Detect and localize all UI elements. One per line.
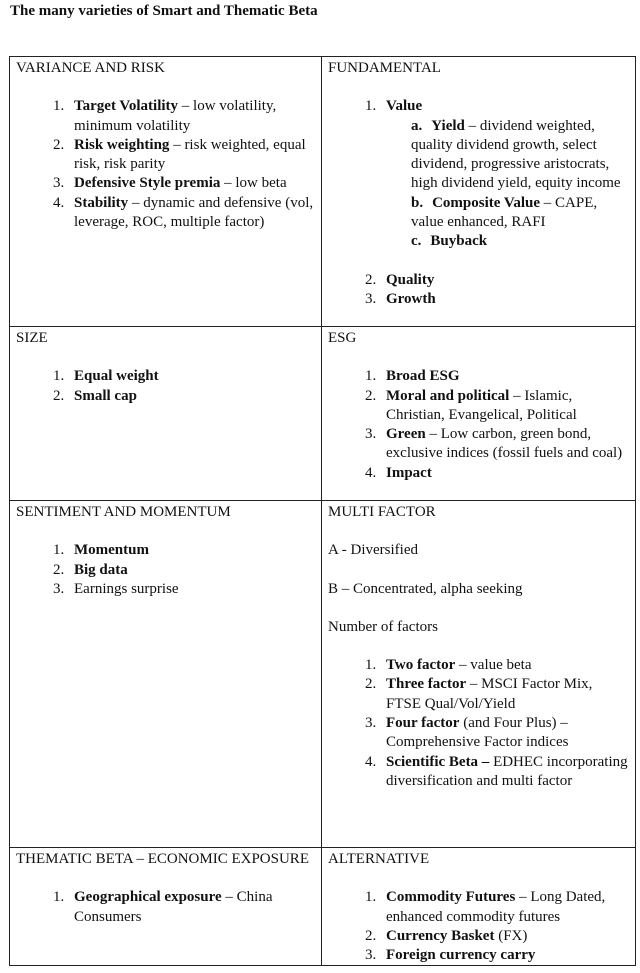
variance-risk-cell bbox=[10, 57, 322, 327]
list-item: 4. Scientific Beta – EDHEC incorporating diversification and multi factor bbox=[380, 753, 629, 792]
diversified-line: A - Diversified bbox=[328, 542, 418, 559]
cell-header: ESG bbox=[328, 330, 357, 346]
sentiment-list bbox=[16, 541, 315, 599]
table-row bbox=[10, 57, 636, 327]
table-row bbox=[10, 848, 636, 966]
list-item: 1. Equal weight bbox=[68, 367, 315, 386]
esg-cell bbox=[322, 327, 636, 501]
sub-item: c. Buyback bbox=[411, 233, 488, 250]
list-item: 3. Foreign currency carry bbox=[380, 946, 629, 965]
list-item: 1. Two factor – value beta bbox=[380, 656, 629, 675]
list-item: 3. Earnings surprise bbox=[68, 580, 315, 599]
value-sublist bbox=[386, 117, 629, 252]
thematic-list bbox=[16, 888, 315, 927]
fundamental-cell bbox=[322, 57, 636, 327]
cell-header: SIZE bbox=[16, 330, 48, 346]
sentiment-cell bbox=[10, 501, 322, 848]
alternative-cell bbox=[322, 848, 636, 966]
sub-item: b. Composite Value – CAPE, value enhanced, RAFI bbox=[411, 194, 598, 231]
cell-header: ALTERNATIVE bbox=[328, 851, 430, 867]
list-item: 1. Target Volatility – low volatility, minimum volatility bbox=[68, 97, 315, 136]
list-item: 3. Defensive Style premia – low beta bbox=[68, 174, 315, 193]
list-item: 2. Three factor – MSCI Factor Mix, FTSE Qual/Vol/Yield bbox=[380, 675, 629, 714]
list-item: 4. Stability – dynamic and defensive (vol, leverage, ROC, multiple factor) bbox=[68, 194, 315, 233]
fundamental-list bbox=[328, 97, 629, 309]
variance-list bbox=[16, 97, 315, 232]
thematic-cell bbox=[10, 848, 322, 966]
list-item: 2. Currency Basket (FX) bbox=[380, 927, 629, 946]
size-list bbox=[16, 367, 315, 406]
list-item: 1. Value a. Yield – dividend weighted, quality dividend growth, select dividend, progressive aristocrats, high dividend yield, equity income b. Composite Value – CAPE, value enhanced, RAFI c. Buyback bbox=[380, 97, 629, 270]
sub-item: a. Yield – dividend weighted, quality dividend growth, select dividend, progressive aristocrats, high dividend yield, equity income bbox=[411, 117, 621, 192]
cell-header: MULTI FACTOR bbox=[328, 504, 436, 520]
cell-header: THEMATIC BETA – ECONOMIC EXPOSURE bbox=[16, 851, 309, 867]
table-row bbox=[10, 327, 636, 501]
esg-list bbox=[328, 367, 629, 483]
beta-varieties-table bbox=[9, 56, 636, 966]
concentrated-line: B – Concentrated, alpha seeking bbox=[328, 580, 523, 597]
list-item: 2. Moral and political – Islamic, Christian, Evangelical, Political bbox=[380, 387, 629, 426]
list-item: 1. Momentum bbox=[68, 541, 315, 560]
list-item: 3. Four factor (and Four Plus) – Comprehensive Factor indices bbox=[380, 714, 629, 753]
table-row bbox=[10, 501, 636, 848]
list-item: 2. Quality bbox=[380, 271, 629, 290]
number-of-factors-line: Number of factors bbox=[328, 618, 438, 635]
list-item: 2. Big data bbox=[68, 561, 315, 580]
document-title: The many varieties of Smart and Thematic Beta bbox=[10, 3, 318, 19]
list-item: 2. Risk weighting – risk weighted, equal risk, risk parity bbox=[68, 136, 315, 175]
cell-header: VARIANCE AND RISK bbox=[16, 60, 165, 76]
list-item: 3. Green – Low carbon, green bond, exclusive indices (fossil fuels and coal) bbox=[380, 425, 629, 464]
list-item: 1. Broad ESG bbox=[380, 367, 629, 386]
list-item: 2. Small cap bbox=[68, 387, 315, 406]
size-cell bbox=[10, 327, 322, 501]
multi-factor-cell bbox=[322, 501, 636, 848]
list-item: 1. Commodity Futures – Long Dated, enhanced commodity futures bbox=[380, 888, 629, 927]
list-item: 1. Geographical exposure – China Consumers bbox=[68, 888, 315, 927]
cell-header: SENTIMENT AND MOMENTUM bbox=[16, 504, 231, 520]
alternative-list bbox=[328, 888, 629, 965]
list-item: 3. Growth bbox=[380, 290, 629, 309]
multi-factor-list bbox=[328, 656, 629, 791]
cell-header: FUNDAMENTAL bbox=[328, 60, 441, 76]
list-item: 4. Impact bbox=[380, 464, 629, 483]
